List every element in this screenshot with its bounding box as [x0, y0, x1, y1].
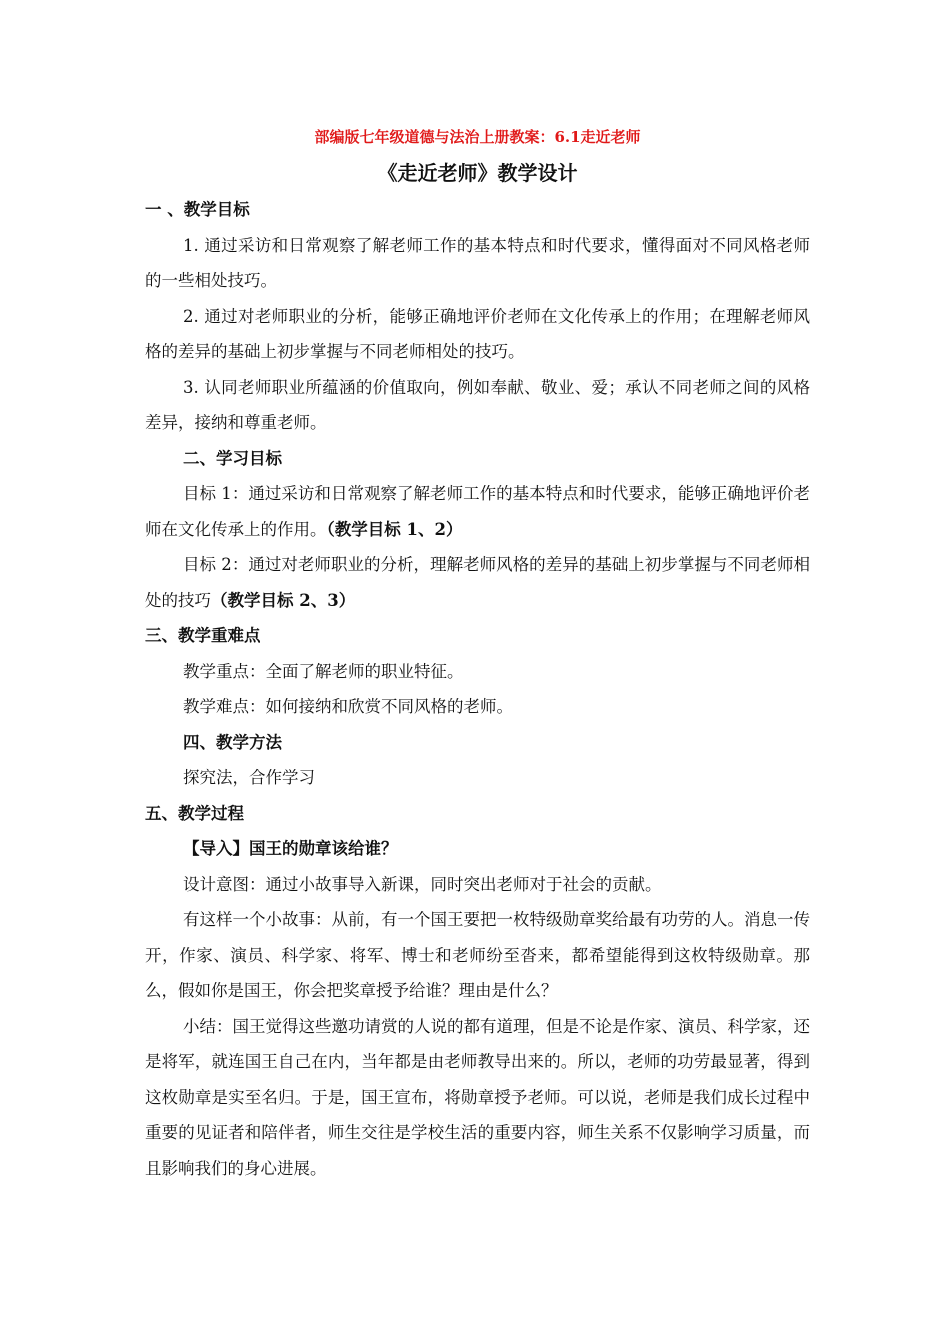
teaching-methods: 探究法，合作学习 — [183, 768, 315, 787]
learning-goal-1 — [145, 476, 810, 547]
story-paragraph: 有这样一个小故事：从前，有一个国王要把一枚特级勋章奖给最有功劳的人。消息一传开，作家、演员、科学家、将军、博士和老师纷至沓来，都希望能得到这枚特级勋章。那么，假如你是国王，你会把奖章授予给谁？理由是什么？ — [145, 910, 810, 1000]
document-title: 《走近老师》教学设计 — [377, 161, 578, 185]
difficult-point: 教学难点：如何接纳和欣赏不同风格的老师。 — [183, 697, 513, 716]
section-heading-key-points: 三、教学重难点 — [145, 626, 261, 645]
summary-paragraph: 小结：国王觉得这些邀功请赏的人说的都有道理，但是不论是作家、演员、科学家，还是将军，就连国王自己在内，当年都是由老师教导出来的。所以，老师的功劳最显著，得到这枚勋章是实至名归。于是，国王宣布，将勋章授予老师。可以说，老师是我们成长过程中重要的见证者和陪伴者，师生交往是学校生活的重要内容，师生关系不仅影响学习质量，而且影响我们的身心进展。 — [145, 1016, 810, 1178]
design-intent: 设计意图：通过小故事导入新课，同时突出老师对于社会的贡献。 — [183, 874, 662, 894]
document-subtitle: 部编版七年级道德与法治上册教案：6.1走近老师 — [314, 128, 641, 146]
learning-goal-1-text: 目标 1：通过采访和日常观察了解老师工作的基本特点和时代要求，能够正确地评价老师在文化传承上的作用。 — [145, 484, 810, 539]
section-heading-process: 五、教学过程 — [145, 803, 244, 823]
learning-goal-2-text: 目标 2：通过对老师职业的分析，理解老师风格的差异的基础上初步掌握与不同老师相处的技巧 — [145, 555, 810, 610]
learning-goal-1-ref: （教学目标 1、2） — [326, 519, 463, 539]
teaching-goal-3: 3. 认同老师职业所蕴涵的价值取向，例如奉献、敬业、爱；承认不同老师之间的风格差异，接纳和尊重老师。 — [145, 377, 810, 432]
teaching-goal-2: 2. 通过对老师职业的分析，能够正确地评价老师在文化传承上的作用；在理解老师风格的差异的基础上初步掌握与不同老师相处的技巧。 — [145, 306, 810, 361]
learning-goal-2 — [145, 547, 810, 618]
teaching-goal-1: 1. 通过采访和日常观察了解老师工作的基本特点和时代要求，懂得面对不同风格老师的一些相处技巧。 — [145, 235, 810, 290]
key-point: 教学重点：全面了解老师的职业特征。 — [183, 661, 464, 681]
section-heading-teaching-goals: 一 、教学目标 — [145, 200, 250, 219]
section-heading-methods: 四、教学方法 — [183, 732, 282, 752]
learning-goal-2-ref: （教学目标 2、3） — [211, 590, 356, 610]
section-heading-learning-goals: 二、学习目标 — [183, 448, 282, 468]
document-page — [145, 120, 810, 1186]
intro-heading: 【导入】国王的勋章该给谁？ — [183, 839, 398, 858]
